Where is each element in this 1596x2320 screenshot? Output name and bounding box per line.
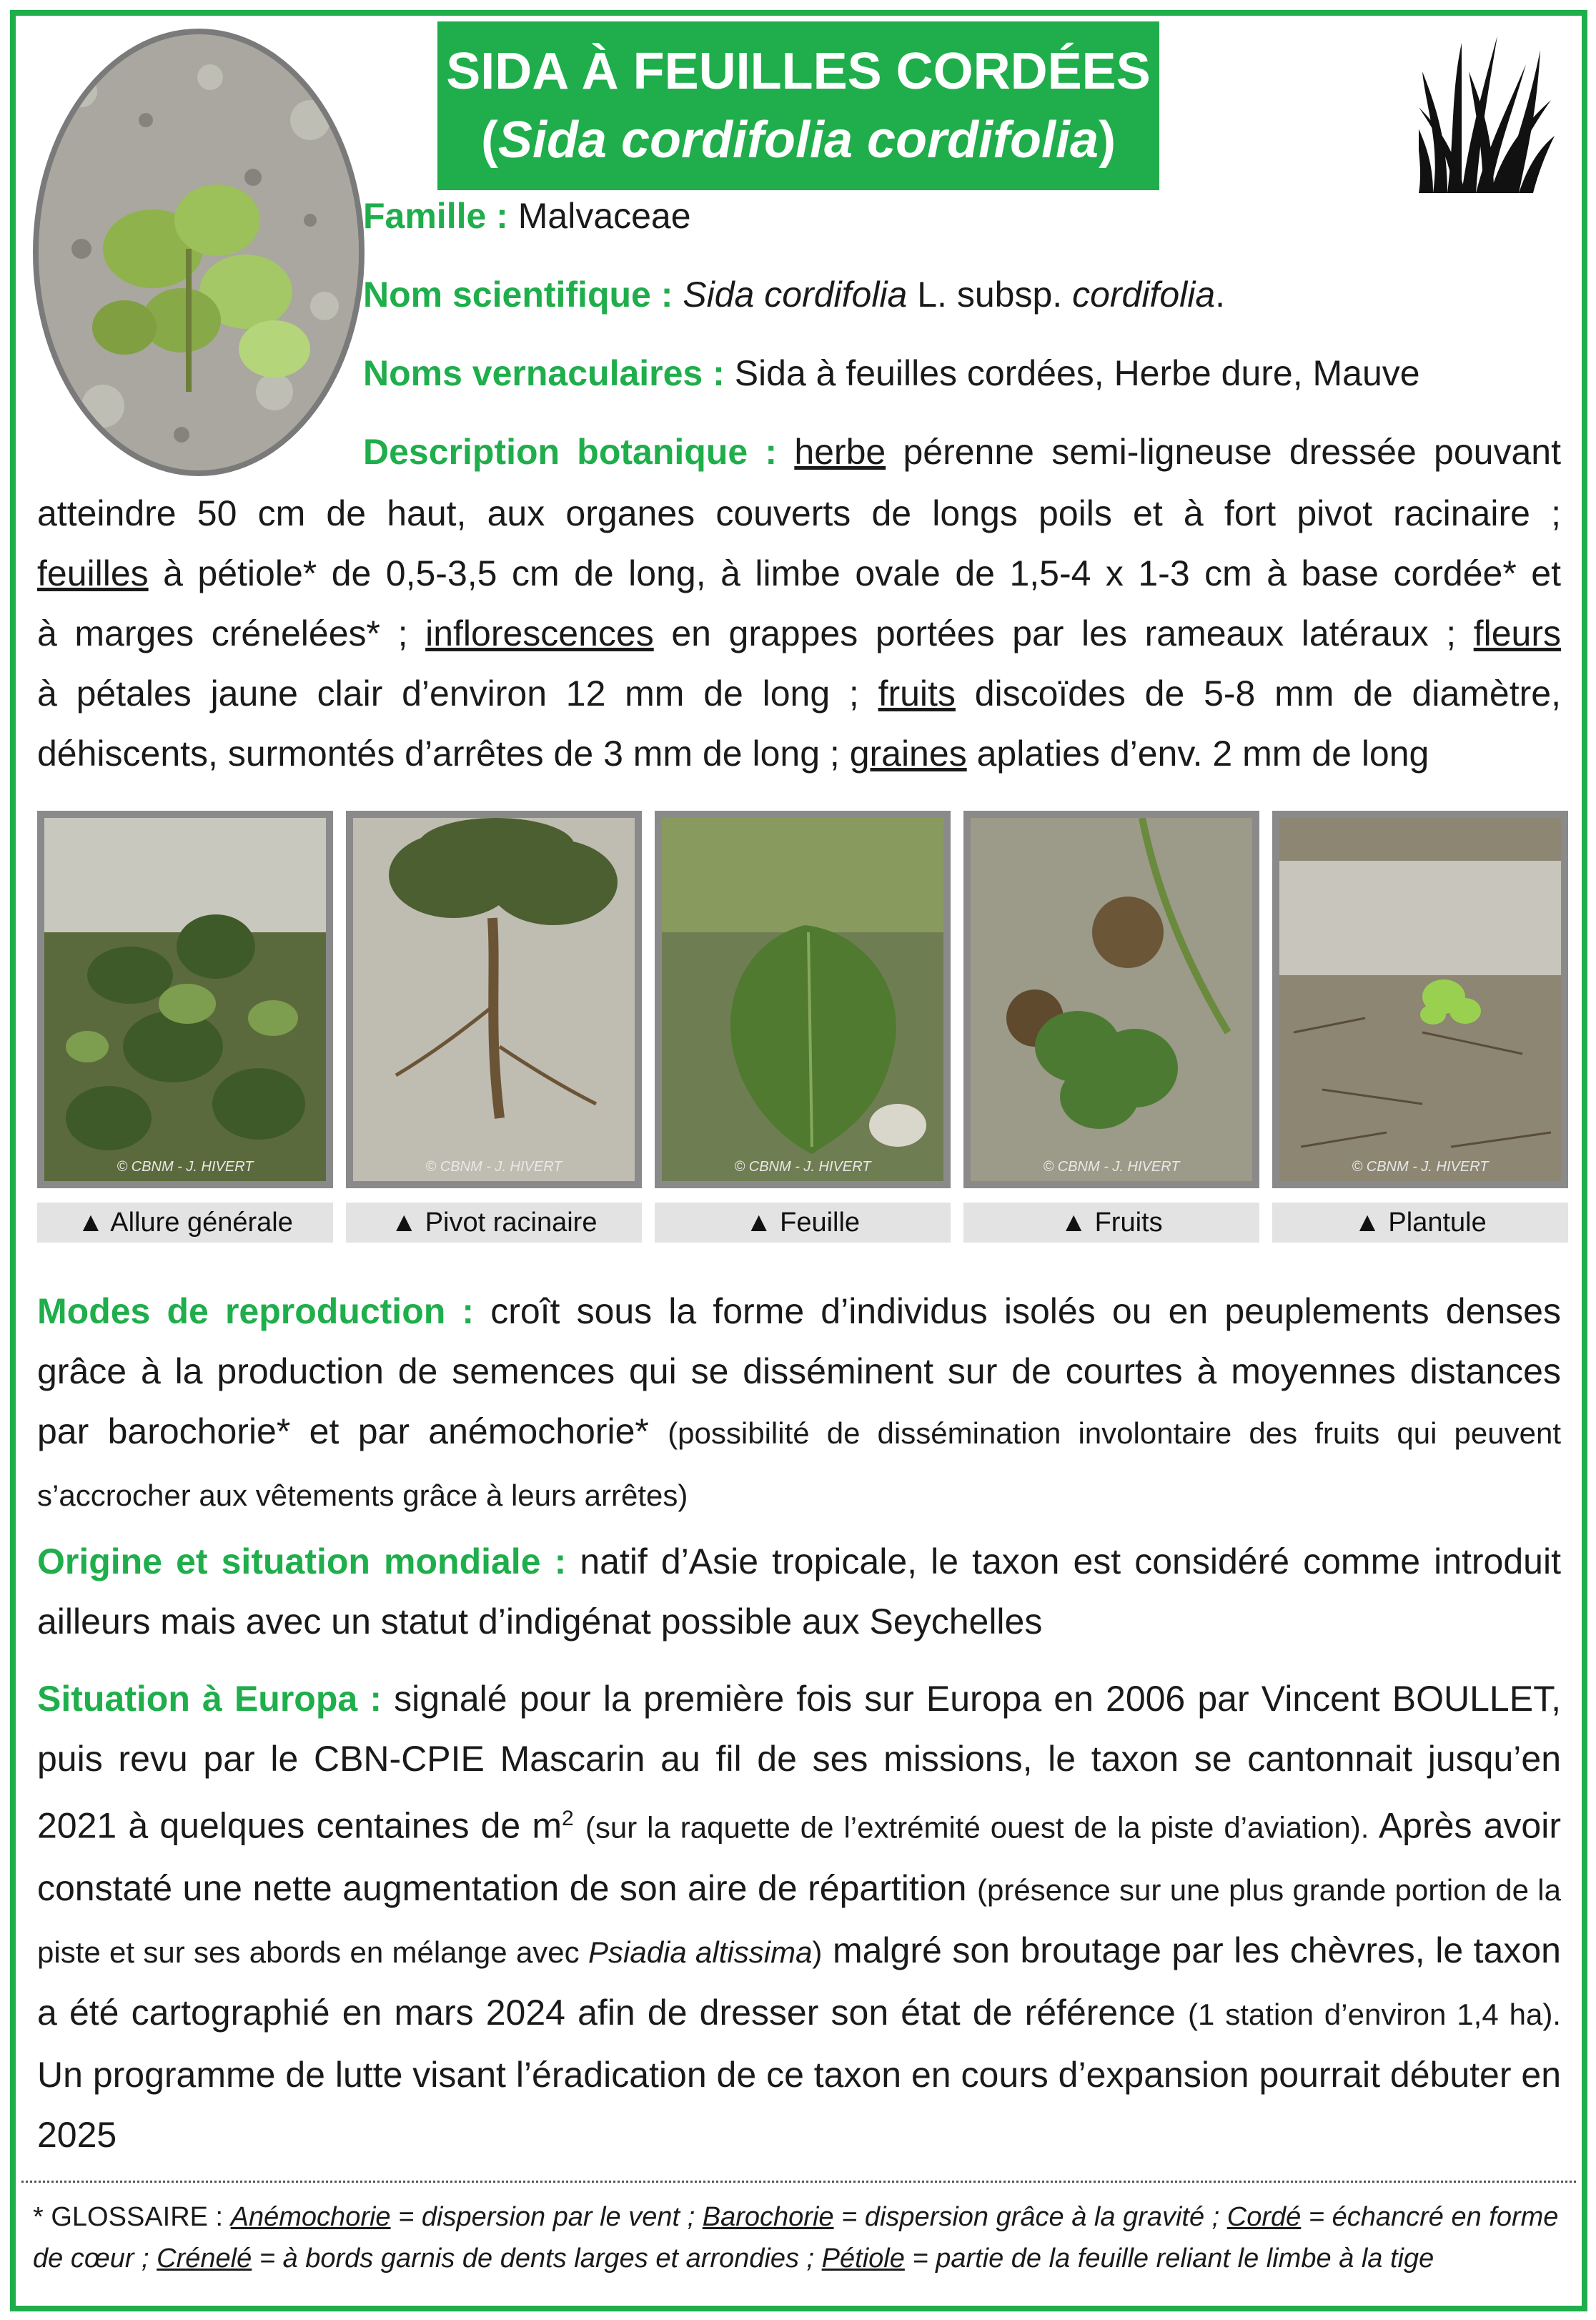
situation-text-3: malgré son broutage par les chèvres, le taxon a été cartographié en mars 2024 afin de dresser son état de référence [37,1930,1561,2033]
allure-generale-image [44,818,326,1181]
caption-feuille [655,1203,951,1243]
description-term-graines: graines [849,734,967,774]
situation-label: Situation à Europa : [37,1679,382,1719]
photo-credit: © CBNM - J. HIVERT [734,1159,871,1175]
photo-credit: © CBNM - J. HIVERT [1043,1159,1180,1175]
glossary-def-corde: = échancré en forme de cœur ; [33,2202,1559,2274]
scientific-name-end: . [1215,275,1226,315]
description-text-5b: discoïdes de 5-8 mm de diamètre, [974,673,1561,714]
fruits-image [971,818,1252,1181]
description-line-2: atteindre 50 cm de haut, aux organes couverts de longs poils et à fort pivot racinaire ; [37,493,1561,533]
photo-pivot-racinaire [346,811,642,1188]
caption-pivot-racinaire [346,1203,642,1243]
situation-note-3: (1 station d’environ 1,4 ha). [1187,1997,1561,2031]
photo-credit: © CBNM - J. HIVERT [117,1159,254,1175]
plant-photo-oval [33,29,365,476]
situation-note-2a: (présence sur une plus grande portion de la piste et sur ses abords en mélange avec [37,1872,1561,1969]
grass-logo-icon [1419,29,1555,193]
triangle-up-icon: ▲ [390,1208,418,1238]
photo-plantule [1272,811,1568,1188]
glossary-term-petiole: Pétiole [821,2244,905,2274]
caption-fruits [963,1203,1259,1243]
glossary-term-corde: Cordé [1226,2202,1302,2232]
reproduction-section [37,1281,1561,1526]
photo-credit: © CBNM - J. HIVERT [1352,1159,1489,1175]
famille-line [363,194,691,237]
plantule-image [1279,818,1561,1181]
glossary-def-barochorie: = dispersion grâce à la gravité ; [841,2202,1220,2232]
description-term-herbe: herbe [794,432,886,472]
description-label: Description botanique : [363,432,778,472]
glossary-def-anemochorie: = dispersion par le vent ; [398,2202,695,2232]
triangle-up-icon: ▲ [77,1208,104,1238]
photo-feuille [655,811,951,1188]
description-text-4a: à marges crénelées* ; [37,613,408,653]
description-line-1 [363,430,1561,473]
caption-allure-generale [37,1203,333,1243]
reproduction-label: Modes de reproduction : [37,1291,475,1331]
title-line-2 [437,106,1159,174]
glossary-lead: * GLOSSAIRE : [33,2202,224,2232]
caption-text: Pivot racinaire [425,1208,598,1238]
title-line-1: SIDA À FEUILLES CORDÉES [446,43,1151,100]
situation-note-2b: ) [812,1935,823,1969]
origine-label: Origine et situation mondiale : [37,1541,567,1581]
situation-section [37,1669,1561,2165]
description-text-6a: déhiscents, surmontés d’arrêtes de 3 mm de long ; [37,734,840,774]
reproduction-note: (possibilité de dissémination involontaire des fruits qui peuvent s’accrocher aux vêtements grâce à leurs arrêtes) [37,1416,1561,1512]
photo-credit: © CBNM - J. HIVERT [425,1159,562,1175]
caption-text: Fruits [1094,1208,1163,1238]
vernacular-names-label: Noms vernaculaires : [363,353,725,393]
origine-section [37,1531,1561,1652]
glossary-def-crenele: = à bords garnis de dents larges et arrondies ; [259,2244,815,2274]
title-latin-name: Sida cordifolia cordifolia [497,112,1099,169]
situation-text-1: signalé pour la première fois sur Europa en 2006 par Vincent BOULLET, puis revu par le CBN-CPIE Mascarin au fil de ses missions, le taxon se cantonnait jusqu’en 2021 à quelques centaines de m [37,1679,1561,1846]
glossary-separator [21,2181,1576,2183]
triangle-up-icon: ▲ [745,1208,773,1238]
title-paren-open: ( [480,112,498,169]
famille-value: Malvaceae [517,196,691,236]
situation-note-2-species: Psiadia altissima [588,1935,813,1969]
description-line-4 [37,612,1561,655]
description-text-6b: aplaties d’env. 2 mm de long [976,734,1429,774]
caption-text: Plantule [1388,1208,1487,1238]
feuille-image [662,818,943,1181]
caption-text: Feuille [780,1208,861,1238]
vernacular-names-value: Sida à feuilles cordées, Herbe dure, Mauve [734,353,1420,393]
scientific-name-author: L. subsp. [917,275,1063,315]
pivot-racinaire-image [353,818,635,1181]
famille-label: Famille : [363,196,508,236]
photo-allure-generale [37,811,333,1188]
scientific-name-line [363,273,1225,316]
triangle-up-icon: ▲ [1354,1208,1381,1238]
description-line-3 [37,552,1561,595]
description-term-inflorescences: inflorescences [425,613,654,653]
page-title [437,21,1159,190]
reproduction-text: croît sous la forme d’individus isolés ou en peuplements denses grâce à la production de semences qui se disséminent sur de courtes à moyennes distances par barochorie* et par anémochorie* [37,1291,1561,1451]
origine-text: natif d’Asie tropicale, le taxon est considéré comme introduit ailleurs mais avec un statut d’indigénat possible aux Seychelles [37,1541,1561,1642]
description-text-4b: en grappes portées par les rameaux latéraux ; [671,613,1457,653]
glossary-term-barochorie: Barochorie [702,2202,834,2232]
glossary [33,2196,1570,2279]
vernacular-names-line [363,352,1420,395]
description-text-5a: à pétales jaune clair d’environ 12 mm de long ; [37,673,859,714]
description-term-fruits: fruits [878,673,956,714]
glossary-term-crenele: Crénelé [157,2244,252,2274]
description-text-3: à pétiole* de 0,5-3,5 cm de long, à limbe ovale de 1,5-4 x 1-3 cm à base cordée* et [163,553,1561,593]
caption-text: Allure générale [110,1208,293,1238]
glossary-term-anemochorie: Anémochorie [230,2202,391,2232]
title-paren-close: ) [1099,112,1116,169]
situation-note-1: (sur la raquette de l’extrémité ouest de la piste d’aviation). [585,1810,1369,1845]
description-term-fleurs: fleurs [1473,613,1561,653]
caption-plantule [1272,1203,1568,1243]
photo-fruits [963,811,1259,1188]
glossary-def-petiole: = partie de la feuille reliant le limbe à la tige [912,2244,1434,2274]
description-line-5 [37,672,1561,715]
situation-superscript: 2 [562,1807,574,1830]
description-term-feuilles: feuilles [37,553,149,593]
situation-text-4: Un programme de lutte visant l’éradication de ce taxon en cours d’expansion pourrait débuter en 2025 [37,2054,1561,2155]
scientific-name-genus: Sida cordifolia [683,275,908,315]
scientific-name-label: Nom scientifique : [363,275,673,315]
description-line-6 [37,732,1561,775]
seedling-illustration [39,34,359,470]
triangle-up-icon: ▲ [1060,1208,1088,1238]
description-text-1: pérenne semi-ligneuse dressée pouvant [903,432,1561,472]
scientific-name-subsp: cordifolia [1072,275,1216,315]
situation-text-2: Après avoir constaté une nette augmentation de son aire de répartition [37,1805,1561,1908]
